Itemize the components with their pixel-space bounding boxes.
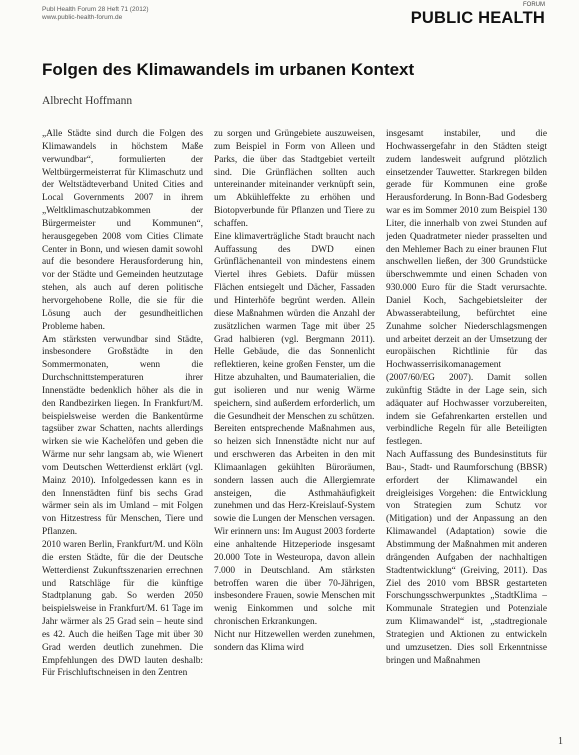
paragraph: 2010 waren Berlin, Frankfurt/M. und Köln die ersten Städte, für die der Deutsche Wetterdienst Zukunftsszenarien errechnen und Ratschläge für die künftige Stadtplanung gab. So werden 2050 beispielsweise in Frankfurt/M. 61 Tage im Jahr wärmer als 25 Grad sein – heute sind es 42. Auch die heißen Tage mit über 30 Grad werden deutlich zunehmen. Die Empfehlungen des DWD lauten deshalb: Für Frischluftschneisen in den Zentren: [42, 540, 203, 679]
article-author: Albrecht Hoffmann: [42, 95, 133, 107]
text-column-3: [386, 128, 547, 734]
brand-forum-label: FORUM: [523, 2, 545, 8]
paragraph: Nach Auffassung des Bundesinstituts für Bau-, Stadt- und Raumforschung (BBSR) erfordert der Klimawandel ein dreigleisiges Vorgehen: die Entwicklung von Strategien zum Schutz vor (Mitigation) und der Anpassung an den Klimawandel (Adaptation) sowie die Abstimmung der Maßnahmen mit anderen drängenden Aufgaben der nachhaltigen Stadtentwicklung“ (Greiving, 2011). Das Ziel des 2010 vom BBSR gestarteten Forschungsschwerpunktes „StadtKlima – Kommunale Strategien und Potenziale zum Klimawandel“ ist, „stadtregionale Strategien und Aktionen zu entwickeln und umzusetzen. Dies soll Erkenntnisse bringen und Maßnahmen: [386, 450, 547, 666]
paragraph: zu sorgen und Grüngebiete auszuweisen, zum Beispiel in Form von Alleen und Parks, die über das Stadtgebiet verteilt sind. Die Grünflächen sollten auch untereinander miteinander verknüpft sein, um Abkühleffekte zu erhöhen und Biotopverbunde für Pflanzen und Tiere zu schaffen.: [214, 129, 375, 229]
article-title: Folgen des Klimawandels im urbanen Kontext: [42, 60, 415, 79]
text-column-2: [214, 128, 375, 734]
paragraph: Am stärksten verwundbar sind Städte, insbesondere Großstädte in den Sommermonaten, wenn die Durchschnittstemperaturen ihrer Innenstädte bedenklich höher als die in den Randbezirken liegen. In Frankfurt/M. beispielsweise werden die Bankentürme tagsüber zwar Schatten, nachts allerdings wirken sie wie Kachelöfen und geben die Wärme nur sehr langsam ab, wie Wienert vom Deutschen Wetterdienst erklärt (vgl. Mainz 2010). Infolgedessen kann es in den Innenstädten fünf bis sechs Grad wärmer sein als im Umland – mit Folgen von Hitzestress für Menschen, Tiere und Pflanzen.: [42, 334, 203, 538]
journal-citation: Publ Health Forum 28 Heft 71 (2012): [42, 6, 149, 13]
paragraph: Eine klimaverträgliche Stadt braucht nach Auffassung des DWD einen Grünflächenanteil von mindestens einem Viertel ihres Gebiets. Dafür müssen Flächen entsiegelt und Dächer, Fassaden und Hinterhöfe begrünt werden. Allein diese Maßnahmen würden die Anzahl der zusätzlichen warmen Tage mit über 25 Grad halbieren (vgl. Bergmann 2011). Helle Gebäude, die das Sonnenlicht reflektieren, keine großen Fenster, um die Hitze abzuhalten, und Baumaterialien, die gut isolieren und nur wenig Wärme speichern, sind außerdem erforderlich, um die Gesundheit der Menschen zu schützen.: [214, 231, 375, 422]
paragraph: „Alle Städte sind durch die Folgen des Klimawandels in höchstem Maße verwundbar“, formulierten der Weltbürgermeisterrat für Klimaschutz und der Weltstädteverband United Cities and Local Governments 2007 in ihrem „Weltklimaschutzabkommen der Bürgermeister und Kommunen“, herausgegeben 2008 vom Cities Climate Center in Bonn, und wiesen damit sowohl auf die besondere Herausforderung hin, vor der Städte und Gemeinden heutzutage stehen, als auch auf deren politische hervorgehobene Rolle, die sie für die Lösung auch der gesundheitlichen Probleme haben.: [42, 129, 203, 332]
journal-meta: [42, 6, 149, 22]
text-column-1: [42, 128, 203, 734]
paragraph: Bereiten entsprechende Maßnahmen aus, so heizen sich Innenstädte nicht nur auf und erschweren das Arbeiten in den mit Klimaanlagen gekühlten Büroräumen, sondern lassen auch die Allergiemrate ansteigen, die Asthmahäufigkeit zunehmen und das Herz-Kreislauf-System sowie die Lungen der Menschen versagen. Wir erinnern uns: Im August 2003 forderte eine anhaltende Hitzeperiode insgesamt 20.000 Tote in Westeuropa, davon allein 7.000 in Deutschland. Am stärksten betroffen waren die über 70-Jährigen, insbesondere Frauen, sowie Menschen mit wenig Einkommen und solche mit chronischen Erkrankungen.: [214, 424, 375, 628]
page-number: 1: [558, 736, 563, 747]
brand-name: PUBLIC HEALTH: [410, 9, 545, 27]
article-body: [42, 128, 547, 734]
journal-url: www.public-health-forum.de: [42, 14, 123, 21]
paragraph: insgesamt instabiler, und die Hochwassergefahr in den Städten steigt zudem landesweit aufgrund plötzlich einsetzender Tauwetter. Starkregen bilden gerade für Kommunen eine große Herausforderung. In Bonn-Bad Godesberg war es im Sommer 2010 zum Beispiel 130 Liter, die innerhalb von zwei Stunden auf jeden Quadratmeter nieder prasselten und den Mehlemer Bach zu einer braunen Flut anschwellen ließen, der 300 Grundstücke überschwemmte und einen Schaden von 930.000 Euro für die Stadt verursachte. Daniel Koch, Sachgebietsleiter der Abwasserabteilung, befürchtet eine Zunahme solcher Niederschlagsmengen und arbeitet derzeit an der Umsetzung der europäischen Richtlinie für das Hochwasserrisikomanagement (2007/60/EG 2007). Damit sollen zukünftig Städte in der Lage sein, sich adäquater auf Hochwasser vorzubereiten, indem sie Gefahrenkarten erstellen und verbindliche Regeln für alle Beteiligten festlegen.: [386, 129, 547, 448]
journal-brand: [411, 2, 545, 27]
paragraph: Nicht nur Hitzewellen werden zunehmen, sondern das Klima wird: [214, 629, 375, 653]
